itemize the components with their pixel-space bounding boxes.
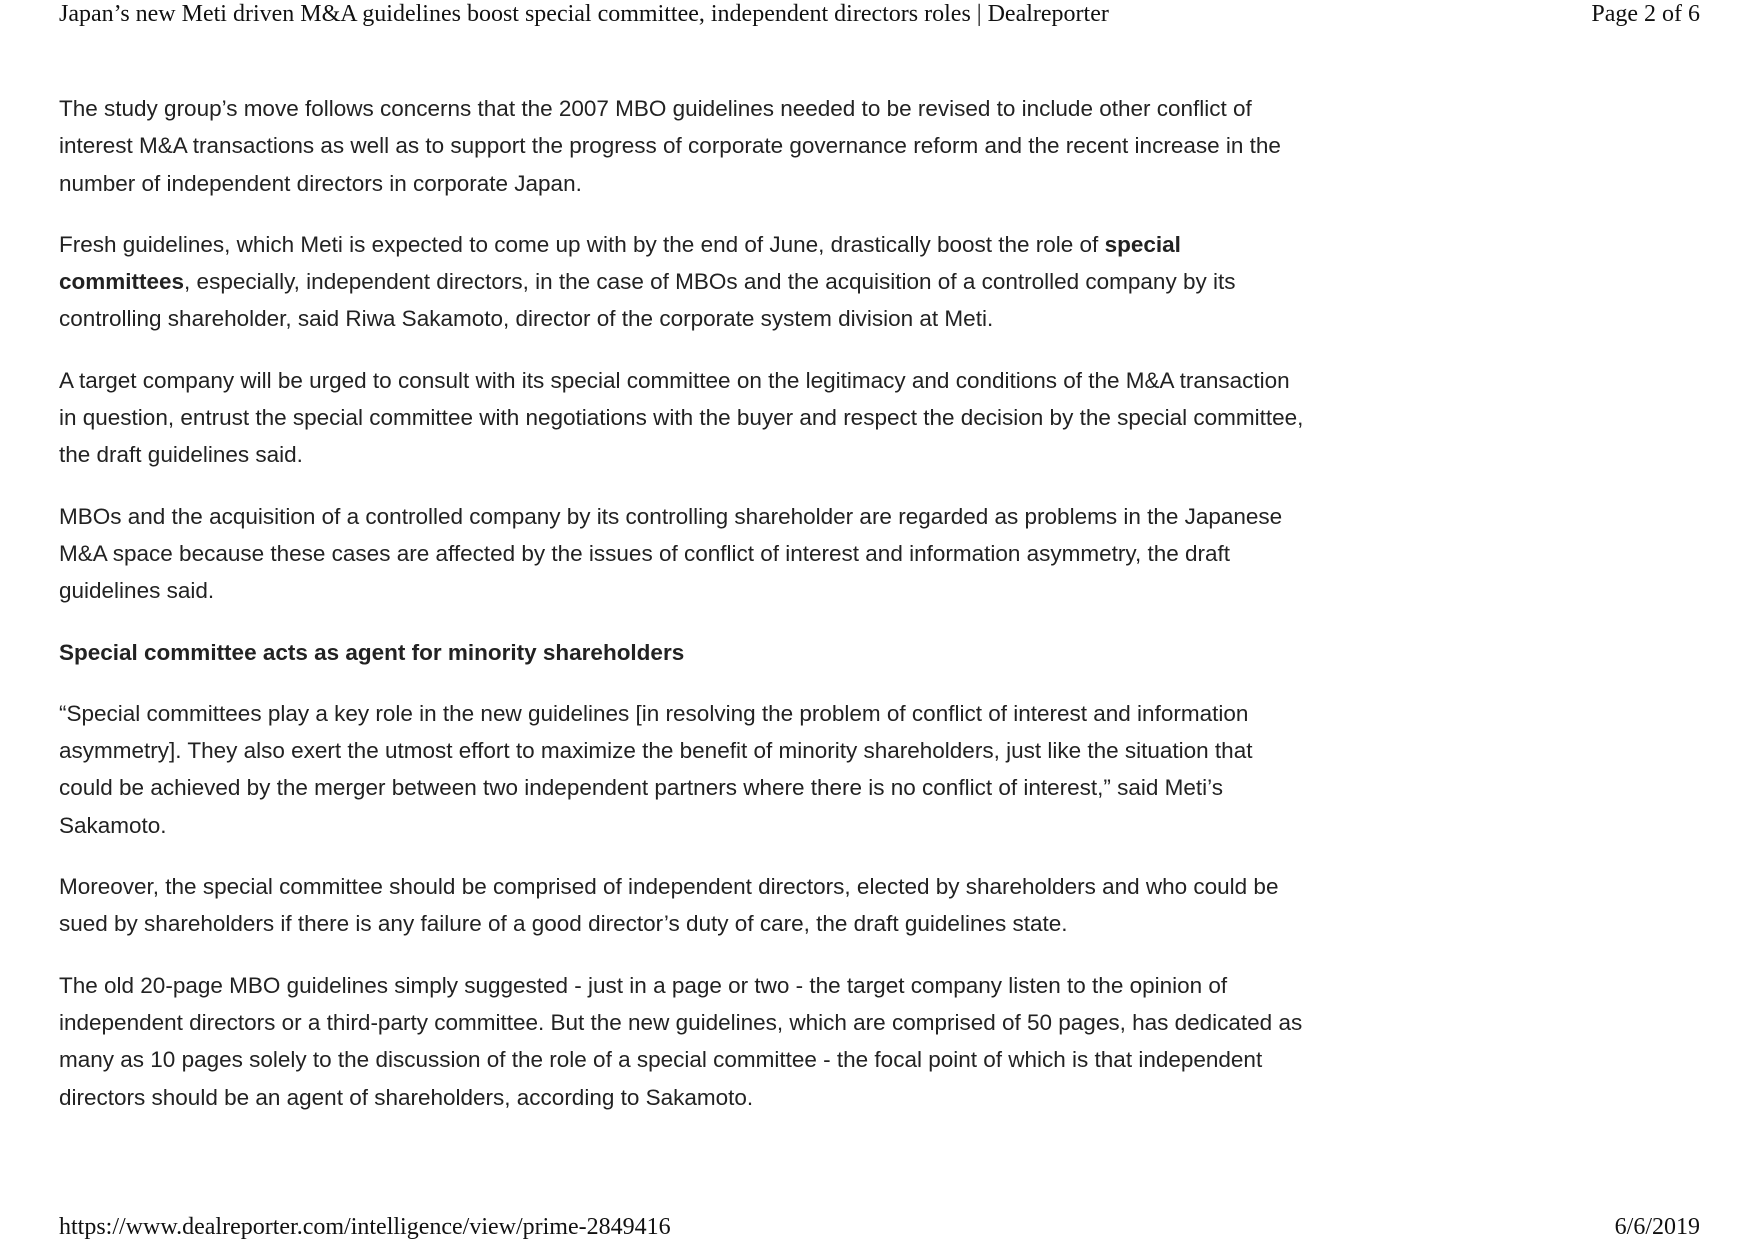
paragraph-3: A target company will be urged to consult with its special committee on the legitimacy and conditions of the M&A transaction in question, entrust the special committee with negotiations with the buyer and respect the decision by the special committee, the draft guidelines said.	[59, 367, 1304, 468]
paragraph-2	[59, 226, 1309, 338]
article-body	[59, 90, 1309, 1140]
paragraph-2-text-a: Fresh guidelines, which Meti is expected to come up with by the end of June, drastically boost the role of	[59, 231, 1105, 257]
print-date: 6/6/2019	[1614, 1214, 1700, 1240]
paragraph-6: Moreover, the special committee should be comprised of independent directors, elected by shareholders and who could be sued by shareholders if there is any failure of a good director’s duty of care, the draft guidelines state.	[59, 874, 1279, 937]
paragraph-7: The old 20-page MBO guidelines simply suggested - just in a page or two - the target company listen to the opinion of independent directors or a third-party committee. But the new guidelines, which are comprised of 50 pages, has dedicated as many as 10 pages solely to the discussion of the role of a special committee - the focal point of which is that independent directors should be an agent of shareholders, according to Sakamoto.	[59, 972, 1303, 1110]
document-title: Japan’s new Meti driven M&A guidelines boost special committee, independent directors roles | Dealreporter	[59, 1, 1109, 27]
paragraph-1: The study group’s move follows concerns that the 2007 MBO guidelines needed to be revised to include other conflict of interest M&A transactions as well as to support the progress of corporate governance reform and the recent increase in the number of independent directors in corporate Japan.	[59, 96, 1281, 196]
page-indicator: Page 2 of 6	[1591, 1, 1700, 27]
paragraph-2-bold: special committees	[59, 231, 1181, 295]
paragraph-2-text-b: , especially, independent directors, in the case of MBOs and the acquisition of a controlled company by its controlling shareholder, said Riwa Sakamoto, director of the corporate system division at Meti.	[59, 269, 1236, 332]
source-url: https://www.dealreporter.com/intelligence/view/prime-2849416	[59, 1214, 671, 1240]
paragraph-5: “Special committees play a key role in the new guidelines [in resolving the problem of conflict of interest and information asymmetry]. They also exert the utmost effort to maximize the benefit of minority shareholders, just like the situation that could be achieved by the merger between two independent partners where there is no conflict of interest,” said Meti’s Sakamoto.	[59, 700, 1253, 838]
section-subheading: Special committee acts as agent for minority shareholders	[59, 639, 685, 665]
paragraph-4: MBOs and the acquisition of a controlled company by its controlling shareholder are regarded as problems in the Japanese M&A space because these cases are affected by the issues of conflict of interest and information asymmetry, the draft guidelines said.	[59, 503, 1283, 604]
